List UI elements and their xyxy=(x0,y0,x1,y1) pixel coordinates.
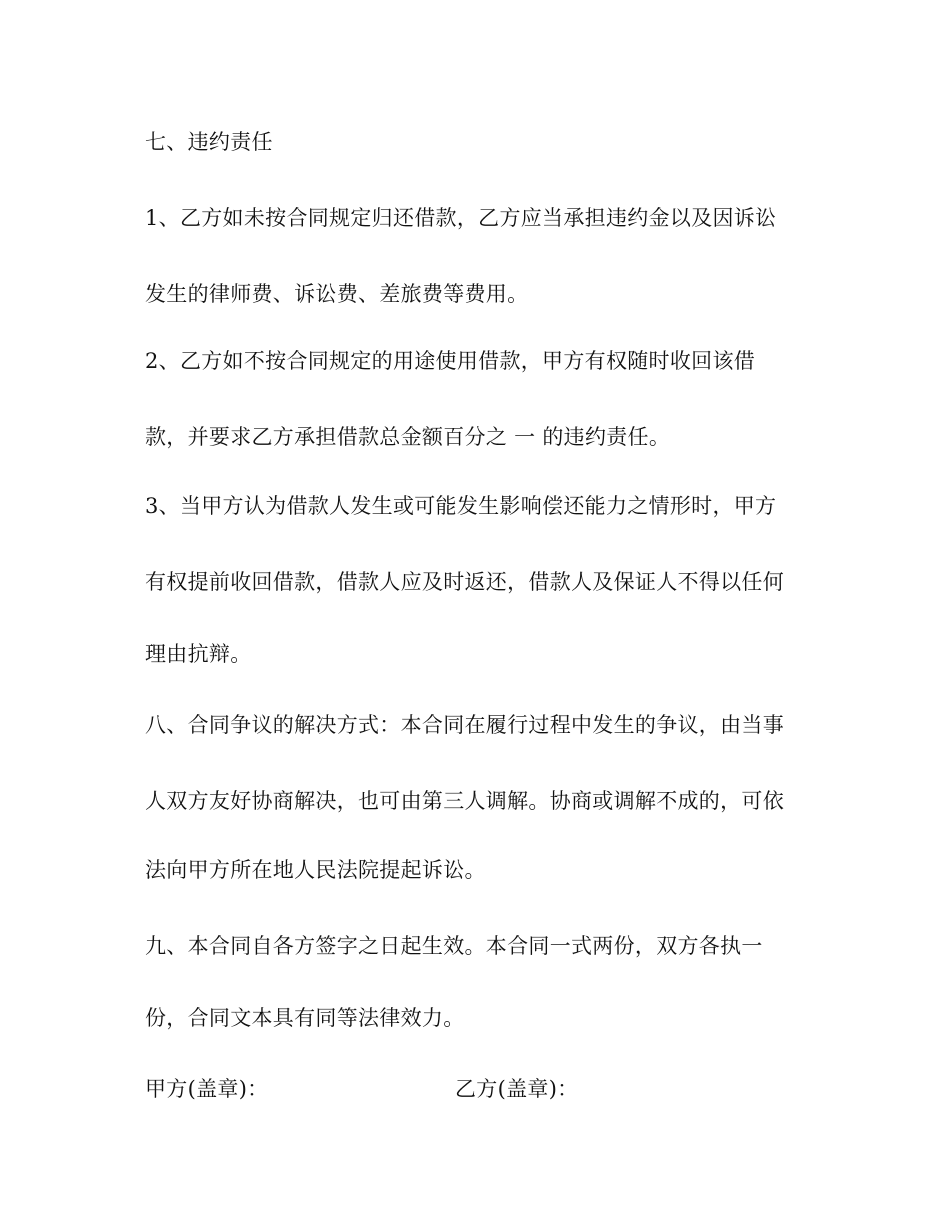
paragraph-line: 1、乙方如未按合同规定归还借款，乙方应当承担违约金以及因诉讼 xyxy=(145,206,777,230)
paragraph-line: 款，并要求乙方承担借款总金额百分之 一 的违约责任。 xyxy=(145,425,671,449)
party-a-seal-label: 甲方(盖章)： xyxy=(145,1077,269,1101)
paragraph-line: 有权提前收回借款，借款人应及时返还，借款人及保证人不得以任何 xyxy=(145,570,784,594)
section-disputes: 八、合同争议的解决方式：本合同在履行过程中发生的争议，由当事 xyxy=(145,713,784,737)
party-b-seal-label: 乙方(盖章)： xyxy=(455,1077,579,1101)
paragraph-line: 人双方友好协商解决，也可由第三人调解。协商或调解不成的，可依 xyxy=(145,789,784,813)
paragraph-line: 2、乙方如不按合同规定的用途使用借款，甲方有权随时收回该借 xyxy=(145,349,756,373)
paragraph-line: 法向甲方所在地人民法院提起诉讼。 xyxy=(145,858,486,882)
paragraph-line: 理由抗辩。 xyxy=(145,642,252,666)
section-effectiveness: 九、本合同自各方签字之日起生效。本合同一式两份，双方各执一 xyxy=(145,934,763,958)
paragraph-line: 3、当甲方认为借款人发生或可能发生影响偿还能力之情形时，甲方 xyxy=(145,494,777,518)
section-heading-breach: 七、违约责任 xyxy=(145,130,273,154)
paragraph-line: 发生的律师费、诉讼费、差旅费等费用。 xyxy=(145,282,529,306)
signature-line xyxy=(145,1076,825,1102)
paragraph-line: 份，合同文本具有同等法律效力。 xyxy=(145,1006,465,1030)
